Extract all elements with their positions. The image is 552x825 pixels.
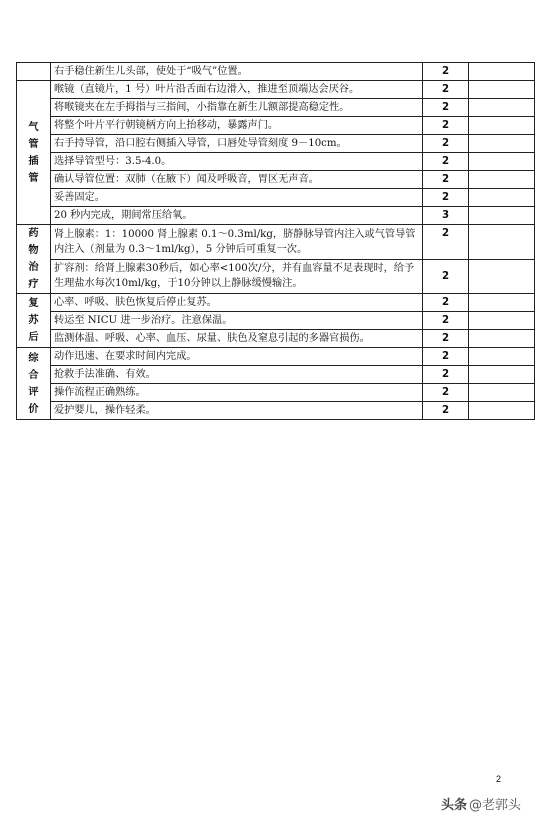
section-label-medication: 药 物 治 疗 [17, 225, 51, 294]
item-text: 妥善固定。 [51, 189, 423, 207]
table-row [17, 63, 535, 81]
table-row [17, 348, 535, 366]
item-score: 2 [423, 153, 469, 171]
table-row [17, 330, 535, 348]
item-text: 抢救手法准确、有效。 [51, 366, 423, 384]
table-row [17, 153, 535, 171]
item-text: 操作流程正确熟练。 [51, 384, 423, 402]
item-text: 扩容剂：给肾上腺素30秒后，如心率<100次/分，并有血容量不足表现时，给予生理盐水每次10ml/kg，于10分钟以上静脉缓慢输注。 [51, 259, 423, 294]
table-row [17, 366, 535, 384]
deduction-cell [469, 153, 535, 171]
table-row [17, 259, 535, 294]
item-score: 2 [423, 402, 469, 420]
deduction-cell [469, 171, 535, 189]
section-label-intubation: 气 管 插 管 [17, 81, 51, 225]
item-score: 2 [423, 135, 469, 153]
deduction-cell [469, 366, 535, 384]
item-text: 选择导管型号：3.5-4.0。 [51, 153, 423, 171]
watermark-source: 头条 [441, 798, 468, 813]
deduction-cell [469, 259, 535, 294]
page-number: 2 [496, 774, 502, 784]
item-text: 肾上腺素：1：10000 肾上腺素 0.1～0.3ml/kg，脐静脉导管内注入或气管导管内注入（剂量为 0.3～1ml/kg），5 分钟后可重复一次。 [51, 225, 423, 260]
deduction-cell [469, 294, 535, 312]
deduction-cell [469, 384, 535, 402]
section-label-blank [17, 63, 51, 81]
item-text: 将喉镜夹在左手拇指与三指间，小指靠在新生儿额部提高稳定性。 [51, 99, 423, 117]
section-label-post-resuscitation: 复 苏 后 [17, 294, 51, 348]
deduction-cell [469, 117, 535, 135]
table-row [17, 402, 535, 420]
item-score: 2 [423, 259, 469, 294]
item-text: 将整个叶片平行朝镜柄方向上抬移动，暴露声门。 [51, 117, 423, 135]
item-score: 2 [423, 189, 469, 207]
item-score: 2 [423, 348, 469, 366]
item-score: 2 [423, 171, 469, 189]
item-text: 右手稳住新生儿头部，使处于“吸气”位置。 [51, 63, 423, 81]
deduction-cell [469, 207, 535, 225]
deduction-cell [469, 99, 535, 117]
item-text: 确认导管位置：双肺（在腋下）闻及呼吸音，胃区无声音。 [51, 171, 423, 189]
item-score: 2 [423, 99, 469, 117]
deduction-cell [469, 402, 535, 420]
deduction-cell [469, 81, 535, 99]
item-score: 2 [423, 384, 469, 402]
item-score: 2 [423, 294, 469, 312]
table-row [17, 207, 535, 225]
deduction-cell [469, 189, 535, 207]
deduction-cell [469, 330, 535, 348]
item-score: 3 [423, 207, 469, 225]
item-text: 心率、呼吸、肤色恢复后停止复苏。 [51, 294, 423, 312]
table-row [17, 225, 535, 260]
deduction-cell [469, 312, 535, 330]
table-row [17, 99, 535, 117]
item-text: 监测体温、呼吸、心率、血压、尿量、肤色及窒息引起的多器官损伤。 [51, 330, 423, 348]
deduction-cell [469, 63, 535, 81]
item-score: 2 [423, 63, 469, 81]
item-score: 2 [423, 117, 469, 135]
item-text: 右手持导管，沿口腔右侧插入导管，口唇处导管刻度 9－10cm。 [51, 135, 423, 153]
deduction-cell [469, 135, 535, 153]
item-text: 爱护婴儿，操作轻柔。 [51, 402, 423, 420]
item-score: 2 [423, 81, 469, 99]
item-text: 动作迅速、在要求时间内完成。 [51, 348, 423, 366]
watermark [441, 794, 521, 813]
item-text: 喉镜（直镜片，1 号）叶片沿舌面右边滑入，推进至顶端达会厌谷。 [51, 81, 423, 99]
table-row [17, 312, 535, 330]
deduction-cell [469, 225, 535, 260]
table-row [17, 294, 535, 312]
item-text: 转运至 NICU 进一步治疗。注意保温。 [51, 312, 423, 330]
item-score: 2 [423, 225, 469, 260]
item-score: 2 [423, 366, 469, 384]
watermark-author: @老郭头 [469, 798, 522, 813]
table-row [17, 384, 535, 402]
table-row [17, 189, 535, 207]
table-row [17, 171, 535, 189]
item-text: 20 秒内完成，期间常压给氧。 [51, 207, 423, 225]
item-score: 2 [423, 312, 469, 330]
table-row [17, 135, 535, 153]
section-label-overall-evaluation: 综 合 评 价 [17, 348, 51, 420]
table-row [17, 117, 535, 135]
item-score: 2 [423, 330, 469, 348]
deduction-cell [469, 348, 535, 366]
table-row [17, 81, 535, 99]
scoring-table [16, 62, 535, 420]
